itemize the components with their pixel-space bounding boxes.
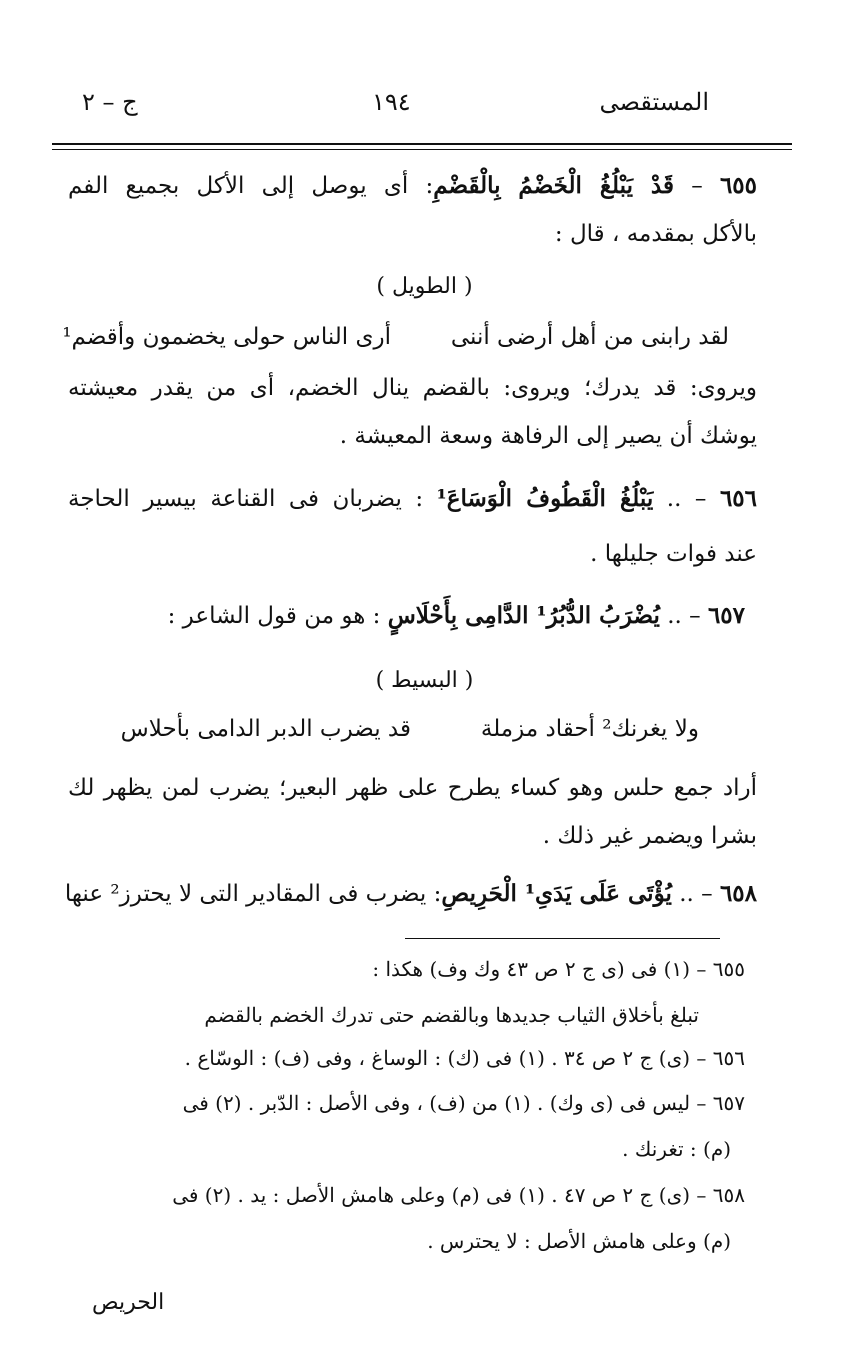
meter-label-basit: ( البسيط ) (375, 668, 474, 693)
footnote-658-line-2: (م) وعلى هامش الأصل : لا يحترس . (427, 1229, 731, 1253)
footnote-rule (405, 938, 720, 939)
footnote-656: ٦٥٦ – (ى) ج ٢ ص ٣٤ . (١) فى (ك) : الوساغ ، وفى (ف) : الوسّاع . (184, 1046, 745, 1070)
verse-655-hemistich-2: أرى الناس حولى يخضمون وأقضم¹ (62, 324, 391, 350)
catchword: الحريص (92, 1290, 165, 1315)
entry-655-line-4: يوشك أن يصير إلى الرفاهة وسعة المعيشة . (339, 423, 757, 449)
verse-657-hemistich-2: قد يضرب الدبر الدامى بأحلاس (120, 716, 411, 742)
footnote-655-verse: تبلغ بأخلاق الثياب جديدها وبالقضم حتى تدرك الخضم بالقضم (204, 1003, 699, 1027)
entry-656-line-2: عند فوات جليلها . (590, 541, 757, 567)
entry-656-line-1: ٦٥٦ – .. يَبْلُغُ الْقَطُوفُ الْوَسَاعَ¹ : يضربان فى القناعة بيسير الحاجة (68, 485, 757, 512)
volume-label: ج – ٢ (82, 88, 138, 116)
verse-657-hemistich-1: ولا يغرنك² أحقاد مزملة (480, 716, 699, 742)
verse-655-hemistich-1: لقد رابنى من أهل أرضى أننى (450, 324, 729, 350)
footnote-655-line-1: ٦٥٥ – (١) فى (ى ج ٢ ص ٤٣ وك وف) هكذا : (372, 957, 745, 981)
page-number: ١٩٤ (372, 88, 411, 116)
entry-655-line-3: ويروى: قد يدرك؛ ويروى: بالقضم ينال الخضم، أى من يقدر معيشته (68, 375, 757, 401)
entry-655-line-2: بالأكل بمقدمه ، قال : (554, 221, 757, 247)
meter-label-tawil: ( الطويل ) (376, 274, 473, 299)
entry-657-line-2: أراد جمع حلس وهو كساء يطرح على ظهر البعير؛ يضرب لمن يظهر لك (68, 775, 757, 801)
footnote-657-line-1: ٦٥٧ – ليس فى (ى وك) . (١) من (ف) ، وفى الأصل : الدّبر . (٢) فى (182, 1091, 745, 1115)
entry-658-line-1: ٦٥٨ – .. يُؤْتَى عَلَى يَدَىِ¹ الْحَرِيصِ: يضرب فى المقادير التى لا يحترز² عنها (64, 880, 757, 907)
footnote-658-line-1: ٦٥٨ – (ى) ج ٢ ص ٤٧ . (١) فى (م) وعلى هامش الأصل : يد . (٢) فى (172, 1183, 745, 1207)
running-title: المستقصى (599, 88, 709, 116)
header-rule-thin (52, 149, 792, 150)
footnote-657-line-2: (م) : تغرنك . (622, 1137, 731, 1161)
entry-655-line-1: ٦٥٥ – قَدْ يَبْلُغُ الْخَضْمُ بِالْقَضْمِ: أى يوصل إلى الأكل بجميع الفم (68, 172, 757, 199)
entry-657-line-3: بشرا ويضمر غير ذلك . (542, 823, 757, 849)
entry-657-line-1: ٦٥٧ – .. يُضْرَبُ الدُّبُرُ¹ الدَّامِى بِأَحْلَاسٍ : هو من قول الشاعر : (167, 602, 745, 629)
header-rule-thick (52, 143, 792, 145)
